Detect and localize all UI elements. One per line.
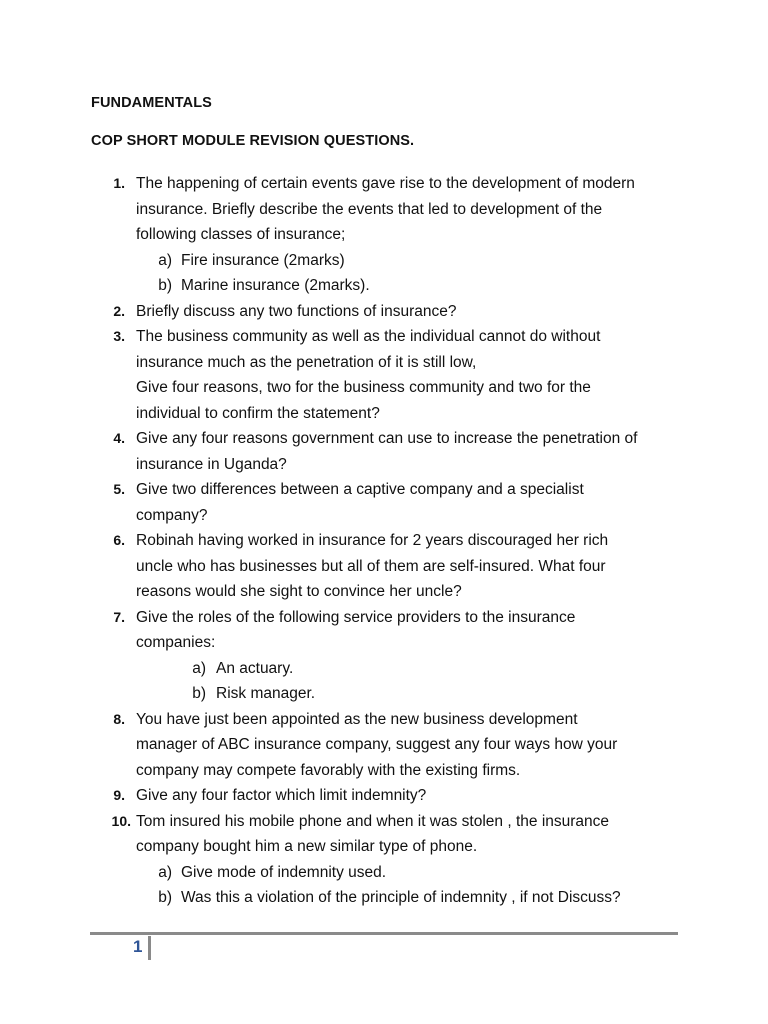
sub-question-item	[0, 681, 768, 707]
question-text: company?	[136, 506, 208, 524]
question-item	[0, 605, 768, 631]
question-text: individual to confirm the statement?	[136, 404, 380, 422]
question-text: Give the roles of the following service providers to the insurance	[136, 608, 576, 626]
question-continuation-line	[0, 197, 768, 223]
question-continuation-line	[0, 732, 768, 758]
question-text: company may compete favorably with the existing firms.	[136, 761, 521, 779]
question-continuation-line	[0, 758, 768, 784]
question-text: insurance much as the penetration of it is still low,	[136, 353, 477, 371]
question-number: 6.	[113, 532, 125, 548]
question-number: 1.	[113, 175, 125, 191]
question-continuation-line	[0, 375, 768, 401]
question-item	[0, 426, 768, 452]
sub-question-item	[0, 860, 768, 886]
question-text: reasons would she sight to convince her uncle?	[136, 583, 462, 600]
question-text: Robinah having worked in insurance for 2 years discouraged her rich	[136, 532, 609, 549]
question-text: Briefly discuss any two functions of insurance?	[136, 302, 457, 320]
question-text: following classes of insurance;	[136, 226, 346, 243]
page-number-divider	[148, 936, 151, 960]
sub-question-item	[0, 273, 768, 299]
document-title: FUNDAMENTALS	[91, 95, 212, 111]
question-text: Tom insured his mobile phone and when it was stolen , the insurance	[136, 812, 610, 830]
footer-rule	[90, 932, 678, 935]
sub-question-text: Risk manager.	[216, 685, 316, 702]
sub-question-marker: a)	[192, 659, 206, 677]
question-text: companies:	[136, 634, 216, 651]
question-text: You have just been appointed as the new business development	[136, 710, 578, 728]
sub-question-text: Give mode of indemnity used.	[181, 863, 387, 881]
question-text: The business community as well as the individual cannot do without	[136, 328, 601, 345]
sub-question-item	[0, 656, 768, 682]
question-item	[0, 324, 768, 350]
sub-question-marker: b)	[158, 889, 172, 906]
question-item	[0, 528, 768, 554]
question-continuation-line	[0, 401, 768, 427]
sub-question-marker: a)	[158, 863, 172, 881]
question-text: The happening of certain events gave rise to the development of modern	[136, 175, 635, 192]
sub-question-marker: b)	[158, 277, 172, 294]
document-subtitle: COP SHORT MODULE REVISION QUESTIONS.	[91, 133, 415, 149]
question-number: 2.	[113, 302, 125, 319]
question-number: 9.	[113, 787, 125, 803]
question-text: Give any four factor which limit indemnity?	[136, 787, 427, 804]
question-number: 8.	[113, 710, 125, 727]
sub-question-text: Marine insurance (2marks).	[181, 277, 370, 294]
question-continuation-line	[0, 579, 768, 605]
question-text: insurance in Uganda?	[136, 455, 287, 473]
question-text: uncle who has businesses but all of them are self-insured. What four	[136, 557, 606, 575]
question-continuation-line	[0, 554, 768, 580]
sub-question-text: Fire insurance (2marks)	[181, 251, 345, 269]
question-text: insurance. Briefly describe the events that led to development of the	[136, 200, 603, 218]
sub-question-item	[0, 248, 768, 274]
question-item	[0, 783, 768, 809]
question-number: 3.	[113, 328, 125, 344]
question-number: 7.	[113, 608, 125, 625]
question-item	[0, 707, 768, 733]
question-continuation-line	[0, 452, 768, 478]
page-number: 1	[133, 937, 143, 956]
question-text: Give four reasons, two for the business community and two for the	[136, 379, 591, 396]
question-number: 4.	[113, 430, 125, 446]
question-item	[0, 477, 768, 503]
question-continuation-line	[0, 834, 768, 860]
question-continuation-line	[0, 503, 768, 529]
question-list	[0, 171, 768, 911]
question-continuation-line	[0, 630, 768, 656]
question-continuation-line	[0, 222, 768, 248]
question-number: 5.	[113, 481, 125, 497]
question-item	[0, 809, 768, 835]
sub-question-text: An actuary.	[216, 659, 294, 677]
question-text: Give any four reasons government can use to increase the penetration of	[136, 430, 638, 447]
question-number: 10.	[111, 812, 131, 829]
sub-question-item	[0, 885, 768, 911]
sub-question-marker: a)	[158, 251, 172, 269]
question-text: Give two differences between a captive company and a specialist	[136, 481, 584, 498]
sub-question-text: Was this a violation of the principle of indemnity , if not Discuss?	[181, 889, 621, 906]
question-text: company bought him a new similar type of phone.	[136, 838, 478, 855]
question-continuation-line	[0, 350, 768, 376]
sub-question-marker: b)	[192, 685, 206, 702]
question-item	[0, 299, 768, 325]
question-item	[0, 171, 768, 197]
question-text: manager of ABC insurance company, suggest any four ways how your	[136, 736, 618, 753]
